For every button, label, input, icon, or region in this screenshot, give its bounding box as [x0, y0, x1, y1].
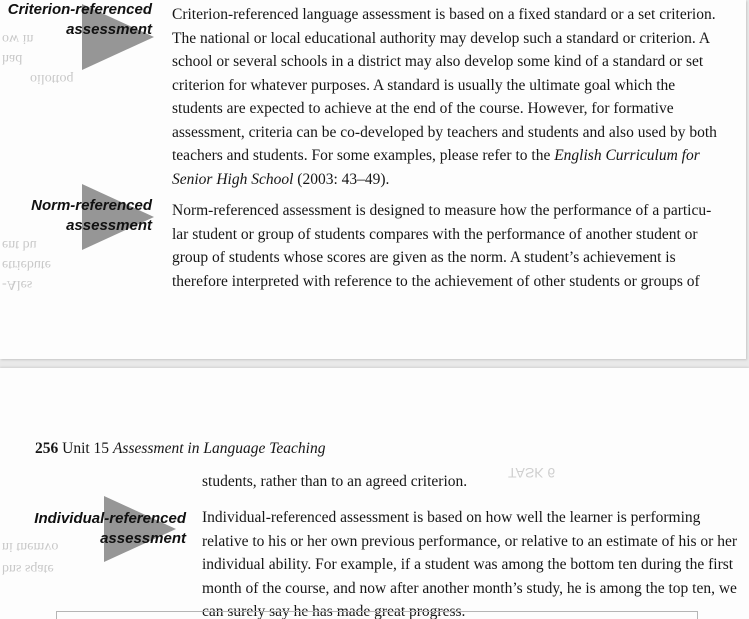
- text-line: school or several schools in a district may also develop some kind of a standard or set: [172, 53, 704, 70]
- bleed-through-text: ni tnemvo: [2, 539, 59, 554]
- text-line: relative to his or her own previous performance, or relative to an estimate of his or her: [202, 532, 737, 550]
- text-line: assessment, criteria can be co-developed by teachers and students and also used by both: [172, 123, 717, 141]
- individual-paragraph: [202, 506, 737, 619]
- running-header: [35, 440, 326, 458]
- text-line: [172, 168, 717, 192]
- norm-paragraph: [172, 199, 711, 293]
- text-line: Individual-referenced assessment is based on how well the learner is performing: [202, 509, 701, 526]
- text-line: Norm-referenced assessment is designed to measure how the performance of a particu-: [172, 202, 712, 219]
- text-line: Criterion-referenced language assessment is based on a fixed standard or a set criterion.: [172, 6, 716, 23]
- margin-label-line: assessment: [100, 530, 186, 547]
- criterion-paragraph: [172, 3, 717, 191]
- bottom-page: [0, 368, 749, 619]
- reference-title: Senior High School: [172, 170, 294, 188]
- bleed-through-task-badge: TASK 6: [508, 465, 556, 481]
- margin-label-norm: [31, 196, 152, 236]
- bleed-through-text: ent bu: [2, 237, 37, 252]
- margin-label-line: assessment: [66, 21, 152, 38]
- text-line: can surely say he has made great progress.: [202, 603, 466, 619]
- table-top-border: [56, 611, 698, 619]
- margin-label-criterion: [8, 0, 152, 40]
- margin-label-line: Norm-referenced: [31, 197, 152, 214]
- margin-label-line: assessment: [66, 217, 152, 234]
- margin-label-line: Individual-referenced: [34, 510, 186, 527]
- text-fragment: teachers and students. For some examples, please refer to the: [172, 147, 551, 164]
- bleed-through-text: oilottoq: [30, 71, 74, 86]
- text-line: month of the course, and now after another month’s study, he is among the top ten, we: [202, 579, 737, 597]
- unit-title: Assessment in Language Teaching: [112, 440, 326, 457]
- reference-pages: (2003: 43–49).: [293, 170, 390, 188]
- text-line: students are expected to achieve at the end of the course. However, for formative: [172, 100, 674, 117]
- margin-label-line: Criterion-referenced: [7, 1, 152, 18]
- bleed-through-text: bns sqate: [2, 561, 54, 576]
- page-number: 256: [35, 440, 59, 457]
- bleed-through-text: etriebute: [2, 257, 51, 272]
- reference-title: English Curriculum for: [554, 147, 700, 164]
- unit-number: Unit 15: [62, 440, 110, 457]
- bleed-through-text: had: [2, 51, 23, 66]
- text-line: individual ability. For example, if a student was among the bottom ten during the first: [202, 556, 734, 573]
- margin-label-individual: [34, 509, 186, 549]
- text-line: [172, 144, 717, 168]
- text-line: lar student or group of students compares with the performance of another student or: [172, 225, 698, 243]
- text-line: therefore interpreted with reference to the achievement of other students or groups of: [172, 272, 700, 290]
- continuation-paragraph: [202, 470, 467, 494]
- text-line: The national or local educational authority may develop such a standard or criterion. A: [172, 29, 711, 47]
- text-line: criterion for whatever purposes. A standard is usually the ultimate goal which the: [172, 76, 676, 94]
- text-line: group of students whose scores are given as the norm. A student’s achievement is: [172, 249, 676, 266]
- text-line: students, rather than to an agreed criterion.: [202, 473, 468, 490]
- bleed-through-text: ow in: [2, 31, 34, 46]
- bleed-through-text: -Ales: [2, 277, 33, 292]
